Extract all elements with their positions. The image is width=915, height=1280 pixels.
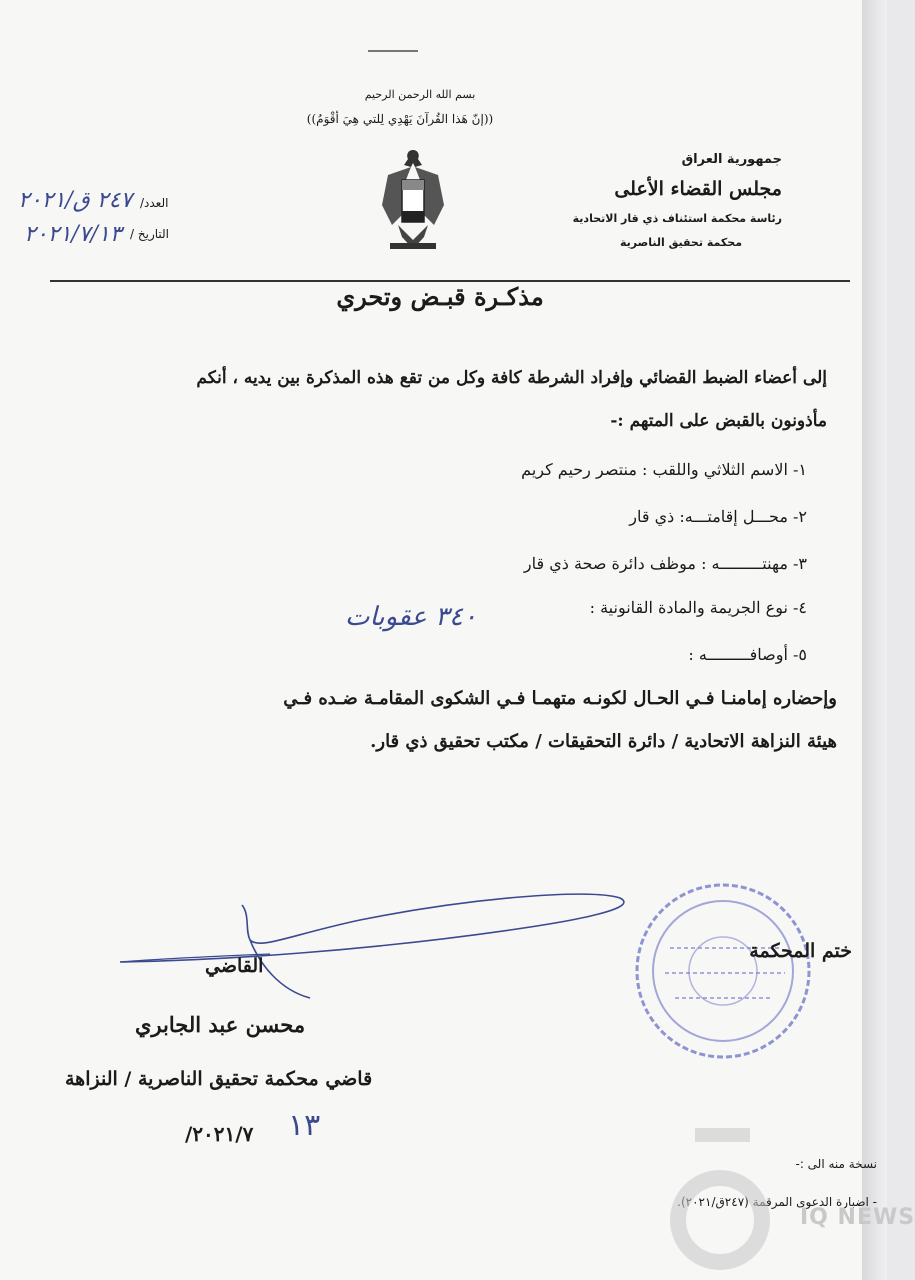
court-stamp-icon xyxy=(630,878,816,1064)
date-value: ٢٠٢١/٧/١٣ xyxy=(24,222,122,247)
date-label: التاريخ / xyxy=(130,227,170,241)
top-mark xyxy=(368,50,418,52)
item-name: ١- الاسم الثلاثي واللقب : منتصر رحيم كريم xyxy=(521,460,807,479)
handwritten-signature xyxy=(110,890,640,1000)
number-label: العدد/ xyxy=(140,196,169,210)
item-crime: ٤- نوع الجريمة والمادة القانونية : xyxy=(589,598,807,617)
copy-line: - اضبارة الدعوى المرقمة (٢٤٧ق/٢٠٢١). xyxy=(677,1195,877,1209)
council-name: مجلس القضاء الأعلى xyxy=(614,178,782,200)
item-occupation: ٣- مهنتـــــــــه : موظف دائرة صحة ذي قار xyxy=(523,554,807,573)
presidency-name: رئاسة محكمة استئناف ذي قار الاتحادية xyxy=(572,212,782,225)
closing-line-2: هيئة النزاهة الاتحادية / دائرة التحقيقات / مكتب تحقيق ذي قار. xyxy=(370,731,837,752)
iraq-eagle-emblem-icon xyxy=(378,145,448,255)
intro-line-1: إلى أعضاء الضبط القضائي وإفراد الشرطة كافة وكل من تقع هذه المذكرة بين يديه ، أنكم xyxy=(196,368,827,388)
watermark-logo-icon xyxy=(665,1130,775,1280)
watermark-text: IQ NEWS xyxy=(800,1205,915,1230)
item-residence: ٢- محـــل إقامتـــه: ذي قار xyxy=(629,507,807,526)
quran-verse: ((إنّ هَذا القُرآنَ يَهْدِي لِلتي هِيَ أقْوَمُ)) xyxy=(306,112,494,126)
document-title: مذكـرة قبـض وتحري xyxy=(336,282,544,311)
item-description: ٥- أوصافـــــــــه : xyxy=(688,645,807,664)
page-edge xyxy=(862,0,887,1280)
court-name: محكمة تحقيق الناصرية xyxy=(619,236,742,249)
basmala: بسم الله الرحمن الرحيم xyxy=(364,88,476,101)
intro-line-2: مأذونون بالقبض على المتهم :- xyxy=(610,411,827,431)
crime-value: ٣٤٠ عقوبات xyxy=(345,602,477,632)
signature-date-mark: ١٣ xyxy=(288,1108,321,1143)
closing-line-1: وإحضاره إمامنـا فـي الحـال لكونـه متهمـا فـي الشكوى المقامـة ضـده فـي xyxy=(283,688,837,709)
signature-date: ٢٠٢١/٧/ xyxy=(185,1122,254,1146)
judge-title: قاضي محكمة تحقيق الناصرية / النزاهة xyxy=(65,1068,373,1090)
stamp-label: ختم المحكمة xyxy=(749,940,852,962)
number-value: ٢٤٧ ق/٢٠٢١ xyxy=(18,188,133,213)
copy-heading: نسخة منه الى :- xyxy=(795,1157,877,1171)
republic-label: جمهورية العراق xyxy=(681,152,782,167)
judge-role: القاضي xyxy=(205,955,264,977)
judge-name: محسن عبد الجابري xyxy=(135,1012,306,1037)
